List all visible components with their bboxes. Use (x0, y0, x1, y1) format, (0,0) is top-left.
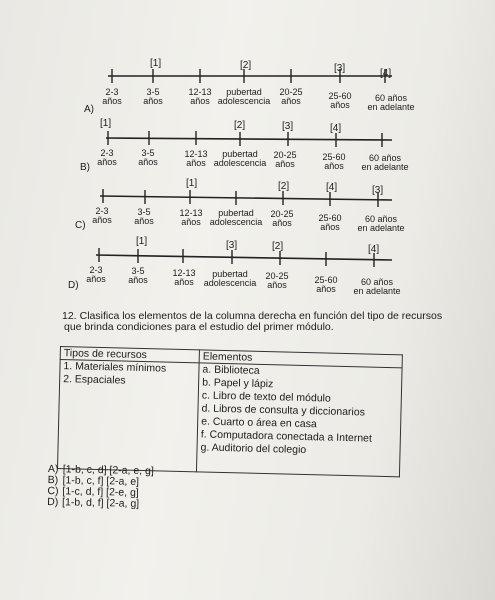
option-letter: B) (80, 162, 90, 173)
tick-label: pubertad adolescencia (217, 87, 271, 106)
answer-option-d: D) [1-b, d, f] [2-a, g] (47, 495, 140, 510)
tick-label: 12-13 años (172, 268, 196, 287)
question-number: 12. (62, 310, 77, 322)
bracket-label: [4] (326, 182, 338, 193)
element-item: a. Biblioteca (202, 363, 260, 377)
element-item: f. Computadora conectada a Internet (200, 428, 373, 445)
tick-label: 12-13 años (188, 87, 212, 106)
table-header-elements: Elementos (199, 350, 402, 368)
bracket-label: [4] (380, 68, 392, 79)
answer-options (47, 464, 154, 510)
element-item: c. Libro de texto del módulo (201, 389, 331, 405)
bracket-label: [3] (334, 63, 346, 74)
answer-option-a: A) [1-b, c, d] [2-a, e, g] (47, 463, 154, 478)
bracket-label: [3] (226, 240, 238, 251)
bracket-label: [2] (278, 181, 290, 192)
tick-label: 3-5 años (138, 148, 158, 167)
tick-label: 20-25 años (273, 150, 297, 169)
tick-label: 25-60 años (322, 152, 346, 171)
element-item: e. Cuarto o área en casa (201, 415, 317, 431)
resource-type-item: 1. Materiales mínimos (63, 360, 167, 375)
tick-label: 2-3 años (86, 265, 106, 284)
bracket-label: [1] (150, 58, 162, 69)
bracket-label: [3] (372, 185, 384, 196)
bracket-label: [1] (136, 236, 148, 247)
tick-label: pubertad adolescencia (209, 208, 263, 227)
tick-label: 20-25 años (265, 271, 289, 290)
bracket-label: [2] (272, 241, 284, 252)
answer-option-b: B) [1-b, c, f] [2-a, e] (47, 473, 140, 488)
tick-label: pubertad adolescencia (213, 149, 267, 168)
resource-type-item: 2. Espaciales (63, 373, 126, 387)
tick-label: 2-3 años (97, 148, 117, 167)
element-item: b. Papel y lápiz (202, 376, 274, 391)
tick-label: 20-25 años (270, 209, 294, 228)
bracket-label: [2] (240, 60, 252, 71)
option-letter: C) (75, 220, 86, 231)
tick-label: 12-13 años (179, 208, 203, 227)
question-12 (62, 311, 482, 333)
elements-cell (196, 363, 402, 477)
tick-label: 60 años en adelante (361, 153, 409, 172)
option-letter: D) (68, 280, 79, 291)
bracket-label: [1] (186, 178, 198, 189)
tick-label: 60 años en adelante (367, 93, 415, 112)
bracket-label: [4] (368, 244, 380, 255)
resource-types-cell (58, 360, 200, 472)
bracket-label: [1] (100, 118, 112, 129)
bracket-label: [2] (234, 120, 246, 131)
table-header-types: Tipos de recursos (60, 347, 199, 363)
tick-label: 60 años en adelante (357, 214, 405, 233)
tick-label: 3-5 años (128, 266, 148, 285)
question-text-continued: que brinda condiciones para el estudio del primer módulo. (64, 321, 334, 333)
tick-label: 12-13 años (184, 149, 208, 168)
bracket-label: [3] (282, 121, 294, 132)
tick-label: 25-60 años (314, 275, 338, 294)
resources-table (57, 346, 403, 477)
tick-label: 2-3 años (102, 87, 122, 106)
question-text: Clasifica los elementos de la columna derecha en función del tipo de recursos (79, 310, 443, 322)
tick-label: 2-3 años (92, 206, 112, 225)
answer-option-c: C) [1-c, d, f] [2-e, g] (47, 484, 139, 499)
tick-label: pubertad adolescencia (203, 269, 257, 288)
tick-label: 20-25 años (279, 87, 303, 106)
tick-label: 3-5 años (143, 87, 163, 106)
tick-label: 3-5 años (134, 207, 154, 226)
option-letter: A) (84, 104, 94, 115)
tick-label: 25-60 años (328, 91, 352, 110)
element-item: d. Libros de consulta y diccionarios (201, 402, 366, 419)
element-item: g. Auditorio del colegio (200, 441, 307, 457)
tick-label: 25-60 años (318, 213, 342, 232)
tick-label: 60 años en adelante (353, 277, 401, 296)
bracket-label: [4] (330, 123, 342, 134)
